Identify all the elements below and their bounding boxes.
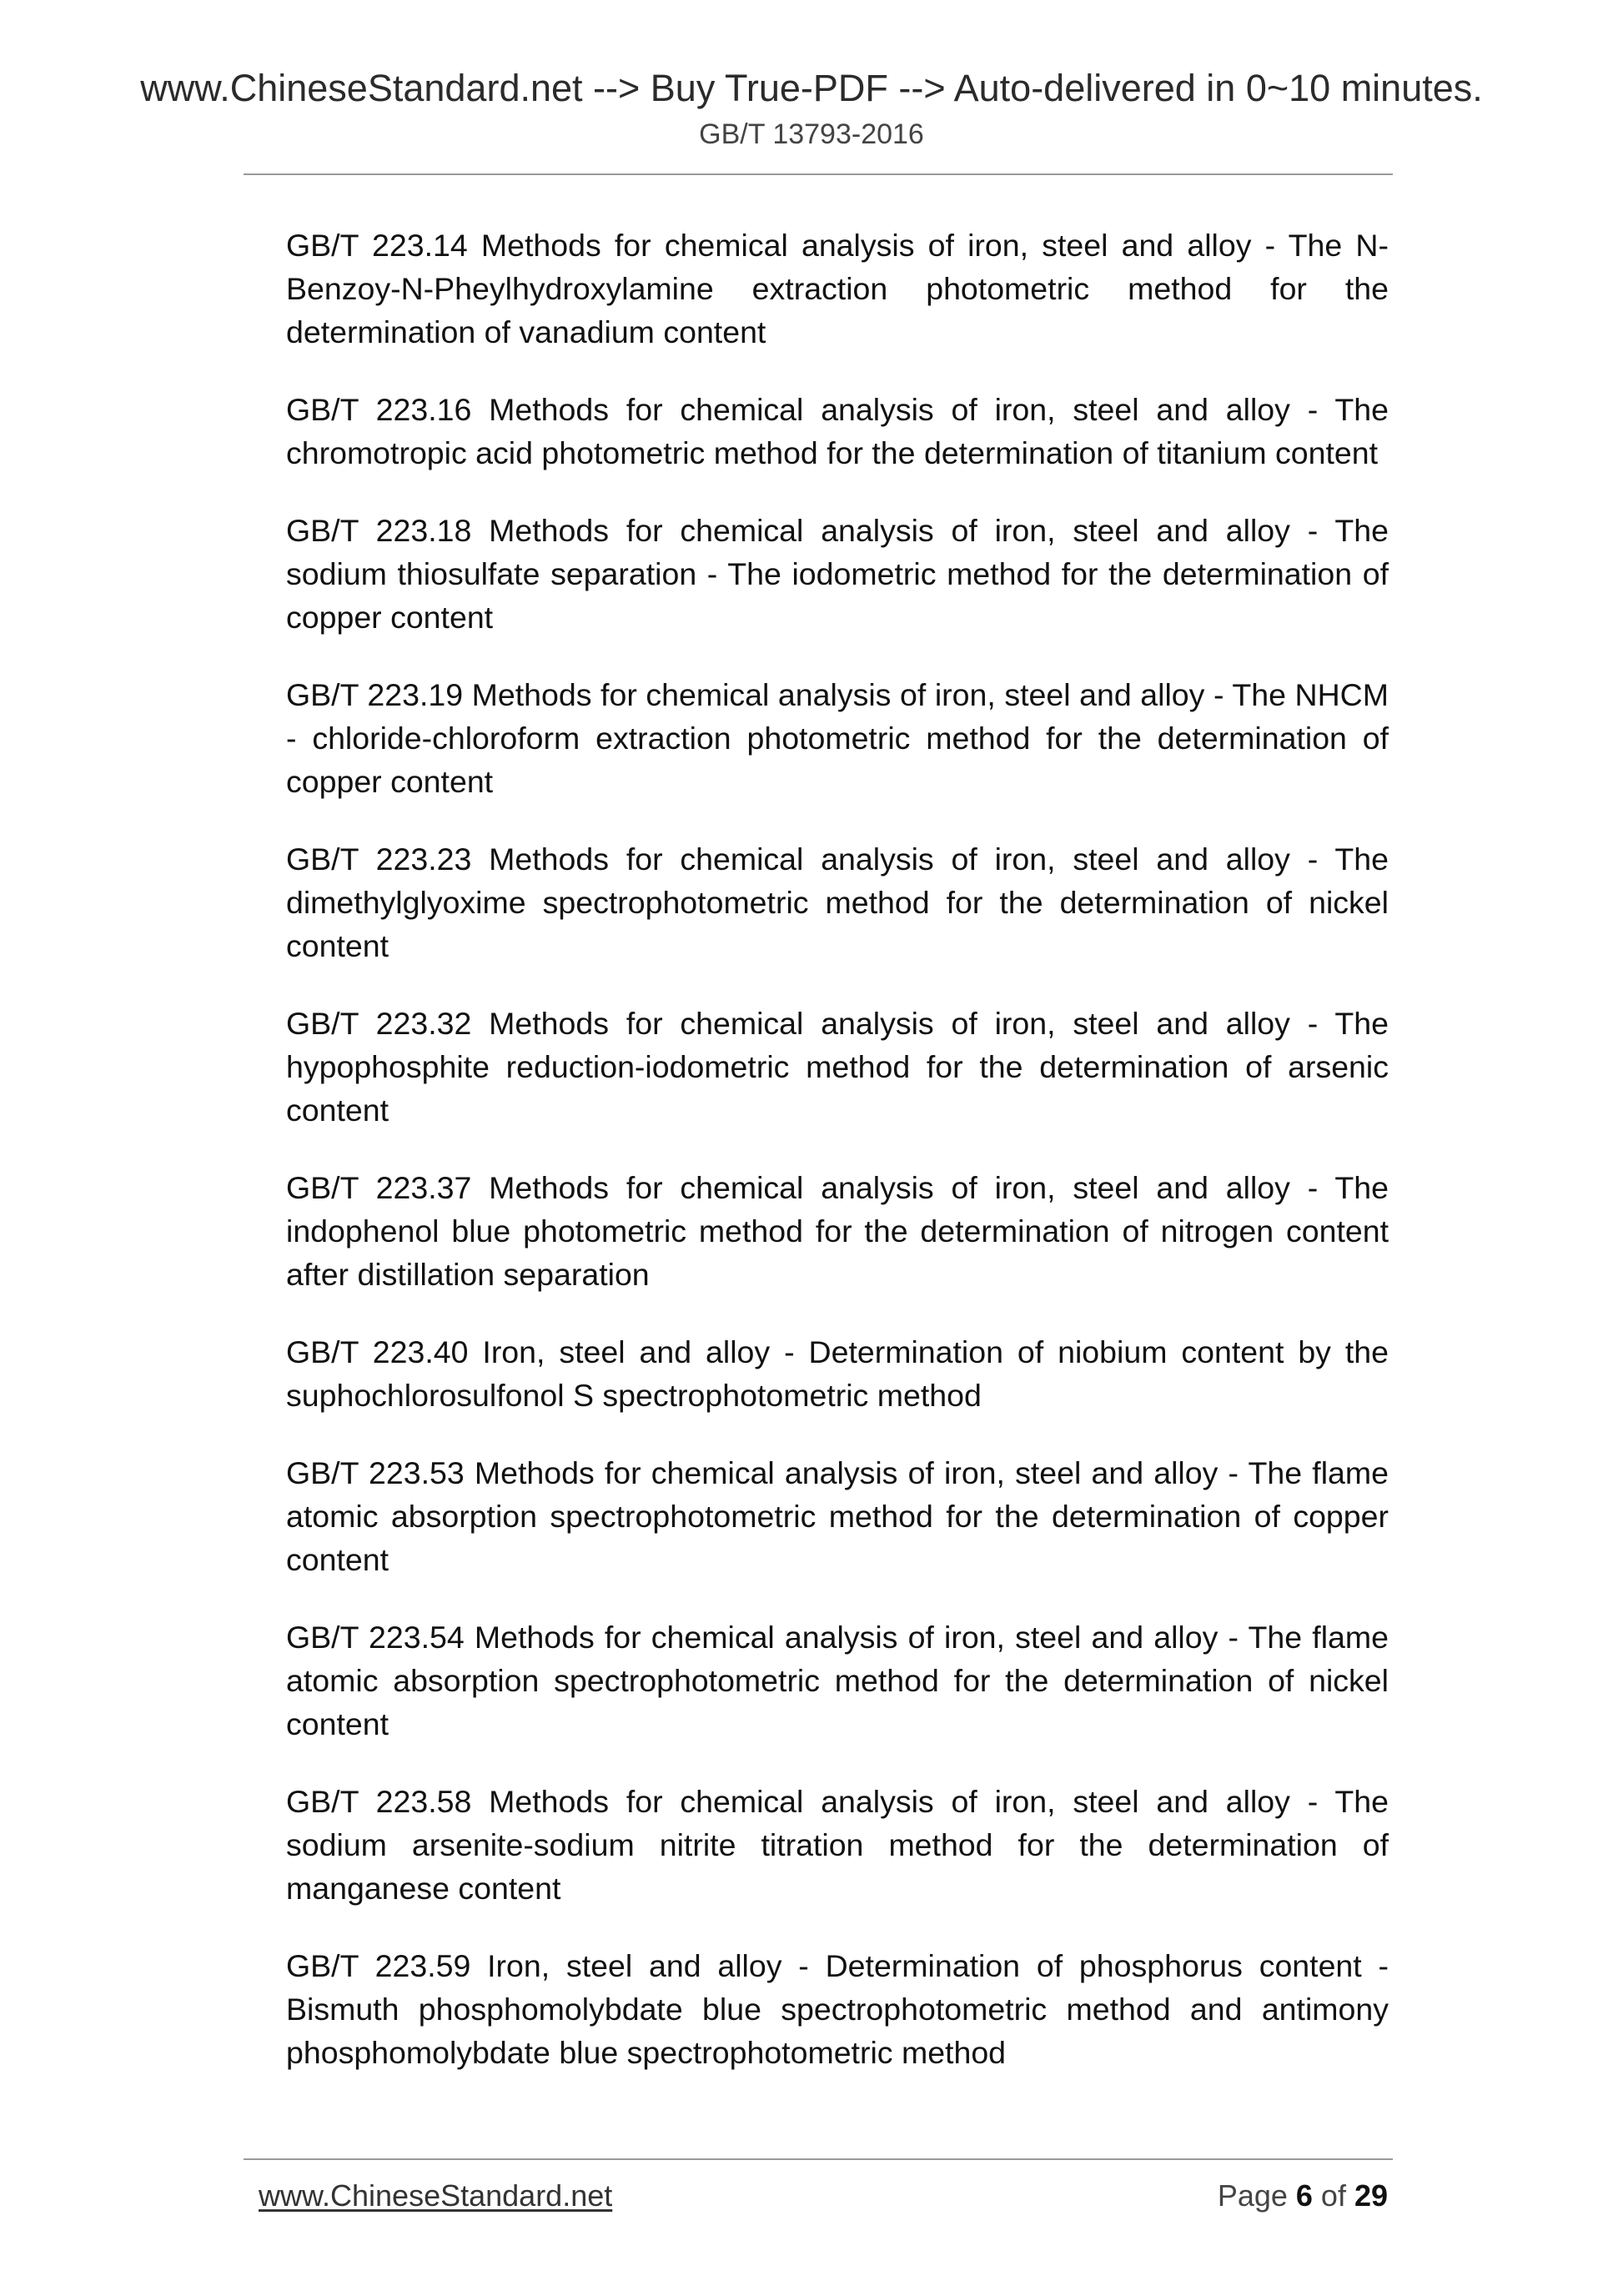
reference-item: GB/T 223.59 Iron, steel and alloy - Determination of phosphorus content - Bismuth phosphomolybdate blue spectrophotometric method and antimony phosphomolybdate blue spectrophotometric method xyxy=(286,1948,1389,2070)
page-number xyxy=(1218,2177,1388,2215)
reference-item: GB/T 223.14 Methods for chemical analysis of iron, steel and alloy - The N-Benzoy-N-Pheylhydroxylamine extraction photometric method for the determination of vanadium content xyxy=(286,228,1389,349)
page-of: of xyxy=(1312,2178,1354,2213)
reference-item: GB/T 223.54 Methods for chemical analysis of iron, steel and alloy - The flame atomic absorption spectrophotometric method for the determination of nickel content xyxy=(286,1620,1389,1741)
reference-item: GB/T 223.37 Methods for chemical analysis of iron, steel and alloy - The indophenol blue photometric method for the determination of nitrogen content after distillation separation xyxy=(286,1170,1389,1292)
reference-item: GB/T 223.19 Methods for chemical analysis of iron, steel and alloy - The NHCM - chloride-chloroform extraction photometric method for the determination of copper content xyxy=(286,677,1389,799)
footer-divider xyxy=(244,2158,1393,2160)
reference-item: GB/T 223.58 Methods for chemical analysis of iron, steel and alloy - The sodium arsenite-sodium nitrite titration method for the determination of manganese content xyxy=(286,1784,1389,1906)
reference-item: GB/T 223.40 Iron, steel and alloy - Determination of niobium content by the suphochlorosulfonol S spectrophotometric method xyxy=(286,1334,1389,1413)
reference-list xyxy=(286,224,1389,2108)
reference-item: GB/T 223.23 Methods for chemical analysis of iron, steel and alloy - The dimethylglyoxime spectrophotometric method for the determination of nickel content xyxy=(286,842,1389,963)
page-total: 29 xyxy=(1354,2178,1388,2213)
reference-item: GB/T 223.18 Methods for chemical analysis of iron, steel and alloy - The sodium thiosulfate separation - The iodometric method for the determination of copper content xyxy=(286,513,1389,635)
page-current: 6 xyxy=(1295,2178,1313,2213)
reference-item: GB/T 223.53 Methods for chemical analysis of iron, steel and alloy - The flame atomic absorption spectrophotometric method for the determination of copper content xyxy=(286,1455,1389,1577)
reference-item: GB/T 223.16 Methods for chemical analysis of iron, steel and alloy - The chromotropic acid photometric method for the determination of titanium content xyxy=(286,392,1389,470)
standard-number: GB/T 13793-2016 xyxy=(699,118,924,150)
header-banner: www.ChineseStandard.net --> Buy True-PDF --> Auto-delivered in 0~10 minutes. xyxy=(140,67,1483,109)
page-prefix: Page xyxy=(1217,2178,1296,2213)
reference-item: GB/T 223.32 Methods for chemical analysis of iron, steel and alloy - The hypophosphite reduction-iodometric method for the determination of arsenic content xyxy=(286,1006,1389,1128)
footer-site-link[interactable]: www.ChineseStandard.net xyxy=(259,2178,613,2213)
header-divider xyxy=(244,173,1393,175)
